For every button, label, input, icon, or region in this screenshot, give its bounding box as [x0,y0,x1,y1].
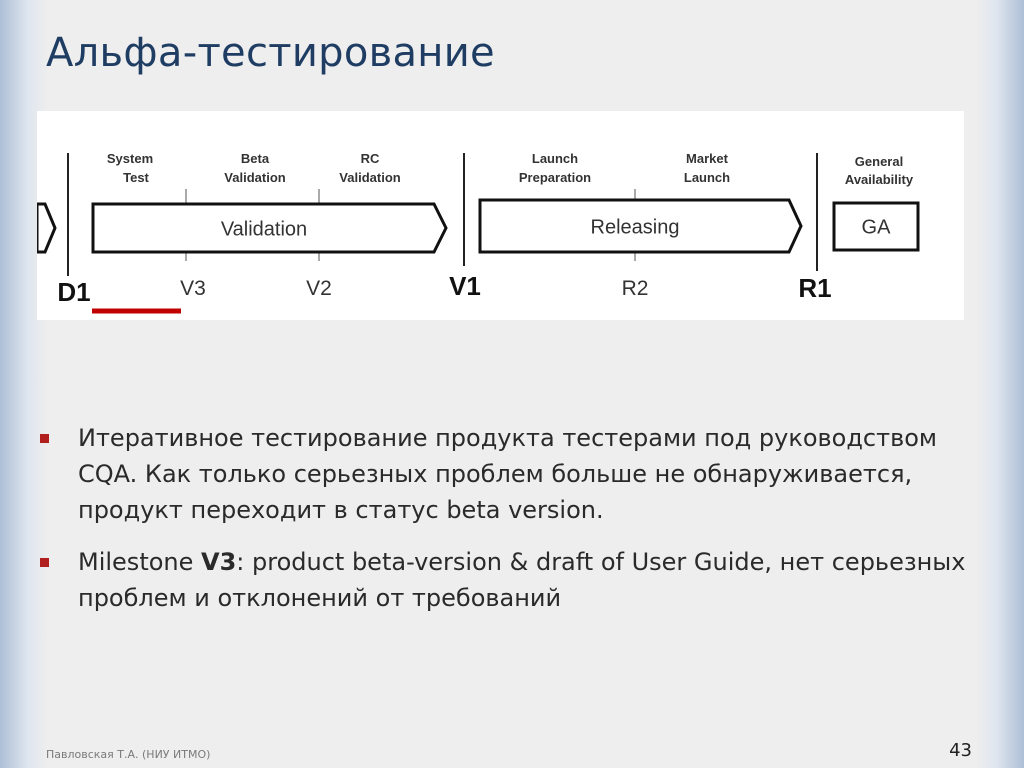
bullet-item-2 [40,544,980,616]
milestone-v3: V3 [180,277,206,300]
label-general-availability-line1: General [854,154,904,169]
slide-title: Альфа-тестирование [46,30,495,76]
milestone-v2: V2 [306,277,332,300]
milestone-r2: R2 [621,277,649,300]
phase-label-validation: Validation [220,218,308,241]
page-number: 43 [949,740,972,761]
milestone-r1: R1 [798,273,832,303]
bullet-list [40,420,980,632]
phase-label-releasing: Releasing [590,216,680,239]
timeline-diagram [37,111,964,320]
label-market-launch-line2: Launch [683,170,731,185]
bullet-square-icon [40,434,49,443]
milestone-v1: V1 [449,271,481,301]
bullet-text-1: Итеративное тестирование продукта тестерами под руководством CQA. Как только серьезных проблем больше не обнаруживается, продукт переходит в статус beta version. [78,424,938,524]
bullet-2-prefix: Milestone [78,548,202,576]
bullet-2-suffix: : product beta-version & draft of User Guide, нет серьезных проблем и отклонений от требований [78,548,966,612]
label-beta-validation-line1: Beta [240,151,270,166]
milestone-d1: D1 [57,277,91,307]
footer-author: Павловская Т.А. (НИУ ИТМО) [46,748,211,761]
label-beta-validation-line2: Validation [224,170,286,185]
bullet-2-bold: V3 [201,548,237,576]
label-rc-validation-line1: RC [360,151,380,166]
label-system-test-line2: Test [123,170,149,185]
bullet-item-1 [40,420,980,528]
label-market-launch-line1: Market [686,151,728,166]
label-system-test-line1: System [106,151,154,166]
phase-label-ga: GA [861,216,891,239]
bullet-square-icon [40,558,49,567]
label-launch-preparation-line1: Launch [531,151,579,166]
previous-phase-arrow [37,204,55,252]
label-launch-preparation-line2: Preparation [518,170,592,185]
timeline-svg [37,111,964,320]
label-general-availability-line2: Availability [844,172,914,187]
label-rc-validation-line2: Validation [339,170,401,185]
